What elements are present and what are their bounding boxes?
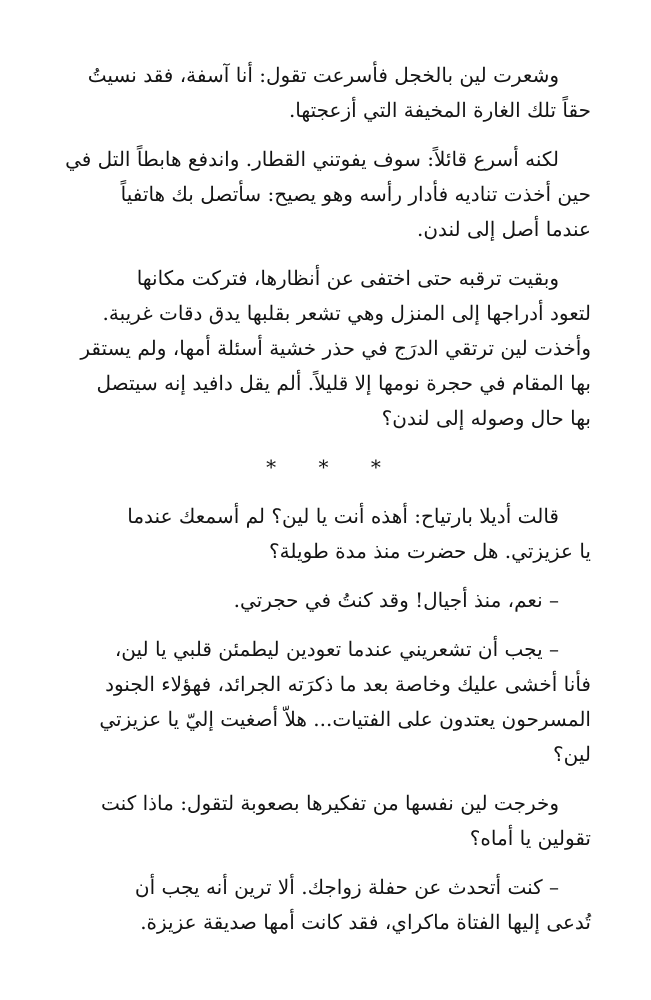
- text-line: عندما أصل إلى لندن.: [416, 217, 591, 241]
- section-separator: * * *: [266, 455, 399, 479]
- dialogue-paragraph-1: [56, 499, 591, 569]
- text-line: – نعم، منذ أجيال! وقد كنتُ في حجرتي.: [233, 588, 559, 612]
- text-line: فأنا أخشى عليك وخاصة بعد ما ذكرَته الجرائد، فهؤلاء الجنود: [105, 672, 591, 696]
- text-line: قالت أديلا بارتياح: أهذه أنت يا لين؟ لم أسمعك عندما: [127, 504, 559, 528]
- text-line: لين؟: [553, 742, 591, 766]
- text-line: لتعود أدراجها إلى المنزل وهي تشعر بقلبها يدق دقات غريبة.: [102, 301, 591, 325]
- paragraph-1: [56, 58, 591, 128]
- dialogue-paragraph-2: [56, 583, 591, 618]
- text-line: بها حال وصوله إلى لندن؟: [381, 406, 591, 430]
- text-line: حين أخذت تناديه فأدار رأسه وهو يصيح: سأتصل بك هاتفياً: [120, 182, 591, 206]
- text-line: تُدعى إليها الفتاة ماكراي، فقد كانت أمها صديقة عزيزة.: [140, 910, 591, 934]
- text-line: – يجب أن تشعريني عندما تعودين ليطمئن قلبي يا لين،: [114, 637, 559, 661]
- text-line: لكنه أسرع قائلاً: سوف يفوتني القطار. واندفع هابطاً التل في: [65, 147, 559, 171]
- paragraph-3: [56, 261, 591, 436]
- text-line: وبقيت ترقبه حتى اختفى عن أنظارها، فتركت مكانها: [136, 266, 559, 290]
- dialogue-paragraph-3: [56, 632, 591, 772]
- text-line: يا عزيزتي. هل حضرت منذ مدة طويلة؟: [269, 539, 591, 563]
- text-line: وأخذت لين ترتقي الدرَج في حذر خشية أسئلة أمها، ولم يستقر: [80, 336, 591, 360]
- text-line: بها المقام في حجرة نومها إلا قليلاً. ألم يقل دافيد إنه سيتصل: [96, 371, 591, 395]
- dialogue-paragraph-5: [56, 870, 591, 940]
- book-page: [56, 58, 591, 954]
- text-line: وشعرت لين بالخجل فأسرعت تقول: أنا آسفة، فقد نسيتُ: [87, 63, 559, 87]
- text-line: المسرحون يعتدون على الفتيات... هلاّ أصغيت إليّ يا عزيزتي: [99, 707, 591, 731]
- paragraph-2: [56, 142, 591, 247]
- text-line: حقاً تلك الغارة المخيفة التي أزعجتها.: [288, 98, 591, 122]
- text-line: تقولين يا أماه؟: [469, 826, 591, 850]
- text-line: – كنت أتحدث عن حفلة زواجك. ألا ترين أنه يجب أن: [134, 875, 559, 899]
- dialogue-paragraph-4: [56, 786, 591, 856]
- text-line: وخرجت لين نفسها من تفكيرها بصعوبة لتقول: ماذا كنت: [101, 791, 559, 815]
